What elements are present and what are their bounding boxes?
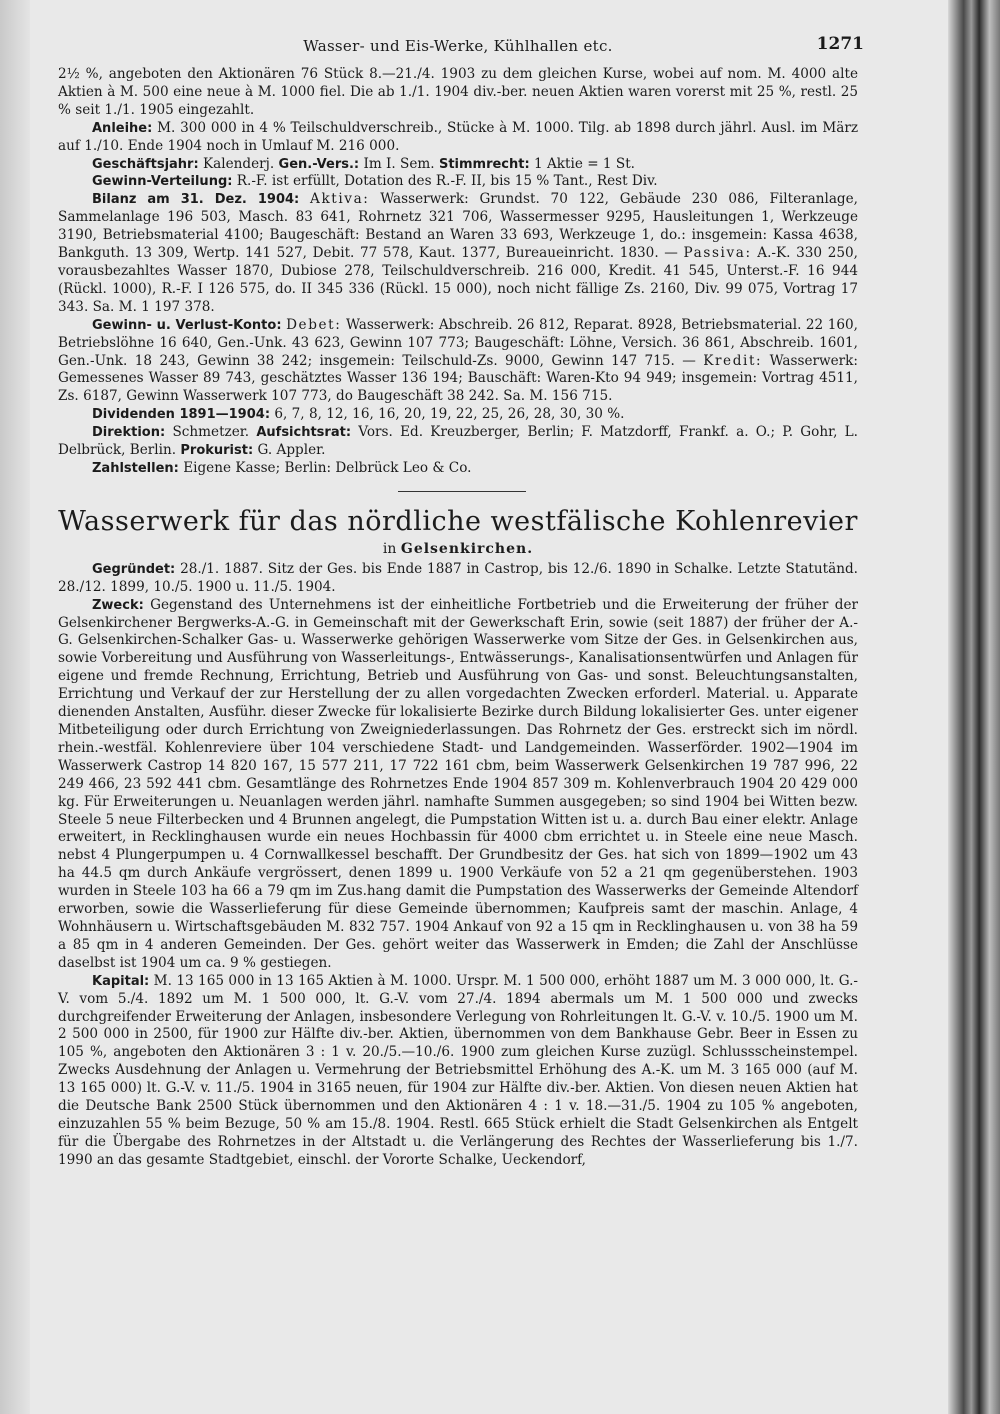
passiva-label: Passiva: — [683, 245, 752, 262]
gegruendet-paragraph — [58, 561, 858, 597]
zweck-paragraph — [58, 597, 858, 973]
dividenden-label: Dividenden 1891—1904: — [92, 407, 271, 423]
zweck-text: Gegenstand des Unternehmens ist der einheitliche Fortbetrieb und die Erweiterung der früher der Gelsenkirchener Bergwerks-A.-G. in Gemeinschaft mit der Gewerkschaft Erin, sowie (seit 1887) der früher der A.-G. Gelsenkirchen-Schalker Gas- u. Wasserwerke gehörigen Wasserwerke vom Sitze der Ges. in Gelsenkirchen aus, sowie Vorbereitung und Ausführung von Wasserleitungs-, Entwässerungs-, Kanalisationsentwürfen und Anlagen für eigene und fremde Rechnung, Errichtung, Betrieb und Ausführung von Gas- und sonst. Beleuchtungsanstalten, Errichtung und Verkauf der zur Herstellung der zu allen vorgedachten Zwecken erforderl. Material. u. Apparate dienenden Anstalten, Ausführ. dieser Zwecke für lokalisierte Bezirke durch Bildung lokalisierter Ges. unter eigener Mitbeteiligung oder durch Errichtung von Zweigniederlassungen. Das Rohrnetz der Ges. erstreckt sich im nördl. rhein.-westfäl. Kohlenreviere über 104 verschiedene Stadt- und Landgemeinden. Wasserförder. 1902—1904 im Wasserwerk Castrop 14 820 167, 15 577 211, 17 722 161 cbm, beim Wasserwerk Gelsenkirchen 19 787 996, 22 249 466, 23 592 441 cbm. Gesamtlänge des Rohrnetzes Ende 1904 857 309 m. Kohlenverbrauch 1904 20 429 000 kg. Für Erweiterungen u. Neuanlagen werden jährl. namhafte Summen ausgegeben; so sind 1904 bei Witten bezw. Steele 5 neue Filterbecken und 4 Brunnen angelegt, die Pumpstation Witten ist u. a. durch Bau einer elektr. Anlage erweitert, in Recklinghausen wurde ein neues Hochbassin für 4000 cbm errichtet u. in Steele eine neue Masch. nebst 4 Plungerpumpen u. 4 Cornwallkessel beschafft. Der Grundbesitz der Ges. hat sich von 1899—1902 um 43 ha 44.5 qm durch Ankäufe vergrössert, denen 1899 u. 1900 Verkäufe von 52 a 21 qm gegenüberstehen. 1903 wurden in Steele 103 ha 66 a 79 qm im Zus.hang damit die Pumpstation des Wasserwerks der Gemeinde Altendorf erworben, sowie die Wasserlieferung für diese Gemeinde übernommen; Kaufpreis samt der maschin. Anlage, 4 Wohnhäusern u. Wirtschaftsgebäuden M. 832 757. 1904 Ankauf von 92 a 15 qm in Recklinghausen u. von 38 ha 59 a 85 qm in 4 anderen Gemeinden. Der Ges. gehört weiter das Wasserwerk in Emden; die Zahl der Anschlüsse daselbst ist 1904 um ca. 9 % gestiegen. — [58, 596, 858, 971]
debet-label: Debet: — [286, 316, 342, 333]
anleihe-label: Anleihe: — [92, 120, 153, 136]
company-title: Wasserwerk für das nördliche westfälische Kohlenrevier — [58, 505, 858, 537]
passiva-text: A.-K. 330 250, vorausbezahltes Wasser 1870, Dubiose 278, Teilschuldverschreib. 216 000, Kredit. 41 545, Unterst.-F. 16 944 (Rückl. 1000), R.-F. I 126 575, do. II 345 336 (Rückl. 15 000), noch nicht fällige Zs. 2160, Div. 99 075, Vortrag 17 343. Sa. M. 1 197 378. — [58, 245, 858, 315]
book-spine-edge — [948, 0, 1000, 1414]
geschaeftsjahr-paragraph — [58, 156, 858, 174]
running-header — [58, 30, 864, 66]
gewinn-verlust-paragraph — [58, 317, 858, 407]
kapital-paragraph — [58, 973, 858, 1170]
zweck-label: Zweck: — [92, 597, 144, 613]
geschaeftsjahr-label: Geschäftsjahr: — [92, 156, 199, 172]
direktion-text: Schmetzer. — [172, 424, 250, 441]
kredit-label: Kredit: — [703, 352, 763, 369]
anleihe-paragraph — [58, 120, 858, 156]
kapital-label: Kapital: — [92, 973, 150, 989]
gen-vers-label: Gen.-Vers.: — [278, 156, 360, 172]
kredit-text: Wasserwerk: Gemessenes Wasser 89 743, geschätztes Wasser 136 194; Bauschäft: Waren-Kto 94 949; insgemein: Vortrag 4511, Zs. 6187, Gewinn Wasserwerk 107 773, do Baugeschäft 38 242. Sa. M. 156 715. — [58, 352, 858, 405]
page — [58, 30, 864, 1170]
geschaeftsjahr-text: Kalenderj. — [203, 155, 275, 172]
previous-entry-capital-continuation: 2½ %, angeboten den Aktionären 76 Stück 8.—21./4. 1903 zu dem gleichen Kurse, wobei auf nom. M. 4000 alte Aktien à M. 500 eine neue à M. 1000 fiel. Die ab 1./1. 1904 div.-ber. neuen Aktien waren vorerst mit 25 %, restl. 25 % seit 1./1. 1905 eingezahlt. — [58, 66, 858, 118]
gewinn-verteilung-label: Gewinn-Verteilung: — [92, 174, 233, 190]
anleihe-text: M. 300 000 in 4 % Teilschuldverschreib., Stücke à M. 1000. Tilg. ab 1898 durch jährl. Ausl. im März auf 1./10. Ende 1904 noch in Umlauf M. 216 000. — [58, 119, 859, 154]
zahlstellen-paragraph — [58, 460, 858, 478]
prokurist-text: G. Appler. — [257, 442, 326, 459]
zahlstellen-label: Zahlstellen: — [92, 460, 179, 476]
stimmrecht-text: 1 Aktie = 1 St. — [534, 155, 635, 172]
aktiva-text: Wasserwerk: Grundst. 70 122, Gebäude 230 086, Filteranlage, Sammelanlage 196 503, Masch. 83 641, Rohrnetz 321 706, Wassermesser 9295, Hausleitungen 1, Werkzeuge 3190, Betriebsmaterial 4100; Baugeschäft: Bestand an Waren 33 693, Werkzeuge 1, do.: insgemein: Kassa 4638, Bankguth. 13 309, Wertp. 141 527, Debit. 77 578, Kaut. 1377, Bureaueinricht. 1830. — — [58, 191, 859, 262]
bilanz-paragraph — [58, 191, 858, 316]
direktion-label: Direktion: — [92, 425, 166, 441]
gewinn-verteilung-paragraph — [58, 173, 858, 191]
aktiva-label: Aktiva: — [310, 191, 370, 208]
debet-text: Wasserwerk: Abschreib. 26 812, Reparat. 8928, Betriebsmaterial. 22 160, Betriebslöhne 16 640, Gen.-Unk. 43 623, Gewinn 107 773; Baugeschäft: Löhne, Versich. 36 861, Abschreib. 1601, Gen.-Unk. 18 243, Gewinn 38 242; insgemein: Teilschuld-Zs. 9000, Gewinn 147 715. — — [58, 316, 858, 369]
kapital-text: M. 13 165 000 in 13 165 Aktien à M. 1000. Urspr. M. 1 500 000, erhöht 1887 um M. 3 000 000, lt. G.-V. vom 5./4. 1892 um M. 1 500 000, lt. G.-V. vom 27./4. 1894 abermals um M. 1 500 000 und zwecks durchgreifender Erweiterung der Anlagen, insbesondere Verlegung von Rohrleitungen lt. G.-V. v. 10./5. 1900 um M. 2 500 000 in 2500, für 1900 zur Hälfte div.-ber. Aktien, übernommen von dem Bankhause Gebr. Beer in Essen zu 105 %, angeboten den Aktionären 3 : 1 v. 20./5.—10./6. 1900 zum gleichen Kurse zuzügl. Schlussscheinstempel. Zwecks Ausdehnung der Anlagen u. Vermehrung der Betriebsmittel Erhöhung des A.-K. um M. 3 165 000 (auf M. 13 165 000) lt. G.-V. v. 11./5. 1904 in 3165 neuen, für 1904 zur Hälfte div.-ber. Aktien. Von diesen neuen Aktien hat die Deutsche Bank 2500 Stück übernommen und den Aktionären 4 : 1 v. 18.—31./5. 1904 zu 105 % angeboten, einzuzahlen 55 % beim Bezuge, 50 % am 15./8. 1904. Restl. 665 Stück erhielt die Stadt Gelsenkirchen als Entgelt für die Übergabe des Rohrnetzes in der Altstadt u. die Verlängerung des Rechtes der Wasserlieferung bis 1./7. 1990 an das gesamte Stadtgebiet, einschl. der Vororte Schalke, Ueckendorf, — [58, 972, 858, 1168]
gegruendet-label: Gegründet: — [92, 561, 176, 577]
direktion-paragraph — [58, 424, 858, 460]
aufsichtsrat-label: Aufsichtsrat: — [256, 425, 352, 441]
page-number: 1271 — [816, 34, 864, 54]
scan-edge-left — [0, 0, 30, 1414]
dividenden-text: 6, 7, 8, 12, 16, 16, 20, 19, 22, 25, 26, 28, 30, 30 %. — [274, 406, 625, 423]
zahlstellen-text: Eigene Kasse; Berlin: Delbrück Leo & Co. — [183, 459, 472, 476]
gen-vers-text: Im I. Sem. — [363, 155, 435, 172]
gewinn-verlust-label: Gewinn- u. Verlust-Konto: — [92, 317, 282, 333]
company-location-prefix: in — [382, 540, 397, 557]
bilanz-label: Bilanz am 31. Dez. 1904: — [92, 192, 300, 208]
prokurist-label: Prokurist: — [180, 443, 254, 459]
gewinn-verteilung-text: R.-F. ist erfüllt, Dotation des R.-F. II, bis 15 % Tant., Rest Div. — [236, 173, 658, 190]
running-title: Wasser- und Eis-Werke, Kühlhallen etc. — [303, 37, 613, 55]
gegruendet-text: 28./1. 1887. Sitz der Ges. bis Ende 1887 in Castrop, bis 12./6. 1890 in Schalke. Letzte Statutänd. 28./12. 1899, 10./5. 1900 u. 11./5. 1904. — [58, 560, 858, 595]
company-location — [58, 539, 858, 559]
dividenden-paragraph — [58, 406, 858, 424]
company-location-place: Gelsenkirchen. — [400, 540, 534, 557]
aufsichtsrat-text: Vors. Ed. Kreuzberger, Berlin; F. Matzdorff, Frankf. a. O.; P. Gohr, L. Delbrück, Berlin. — [58, 424, 859, 459]
stimmrecht-label: Stimmrecht: — [438, 156, 530, 172]
section-divider — [398, 491, 526, 492]
